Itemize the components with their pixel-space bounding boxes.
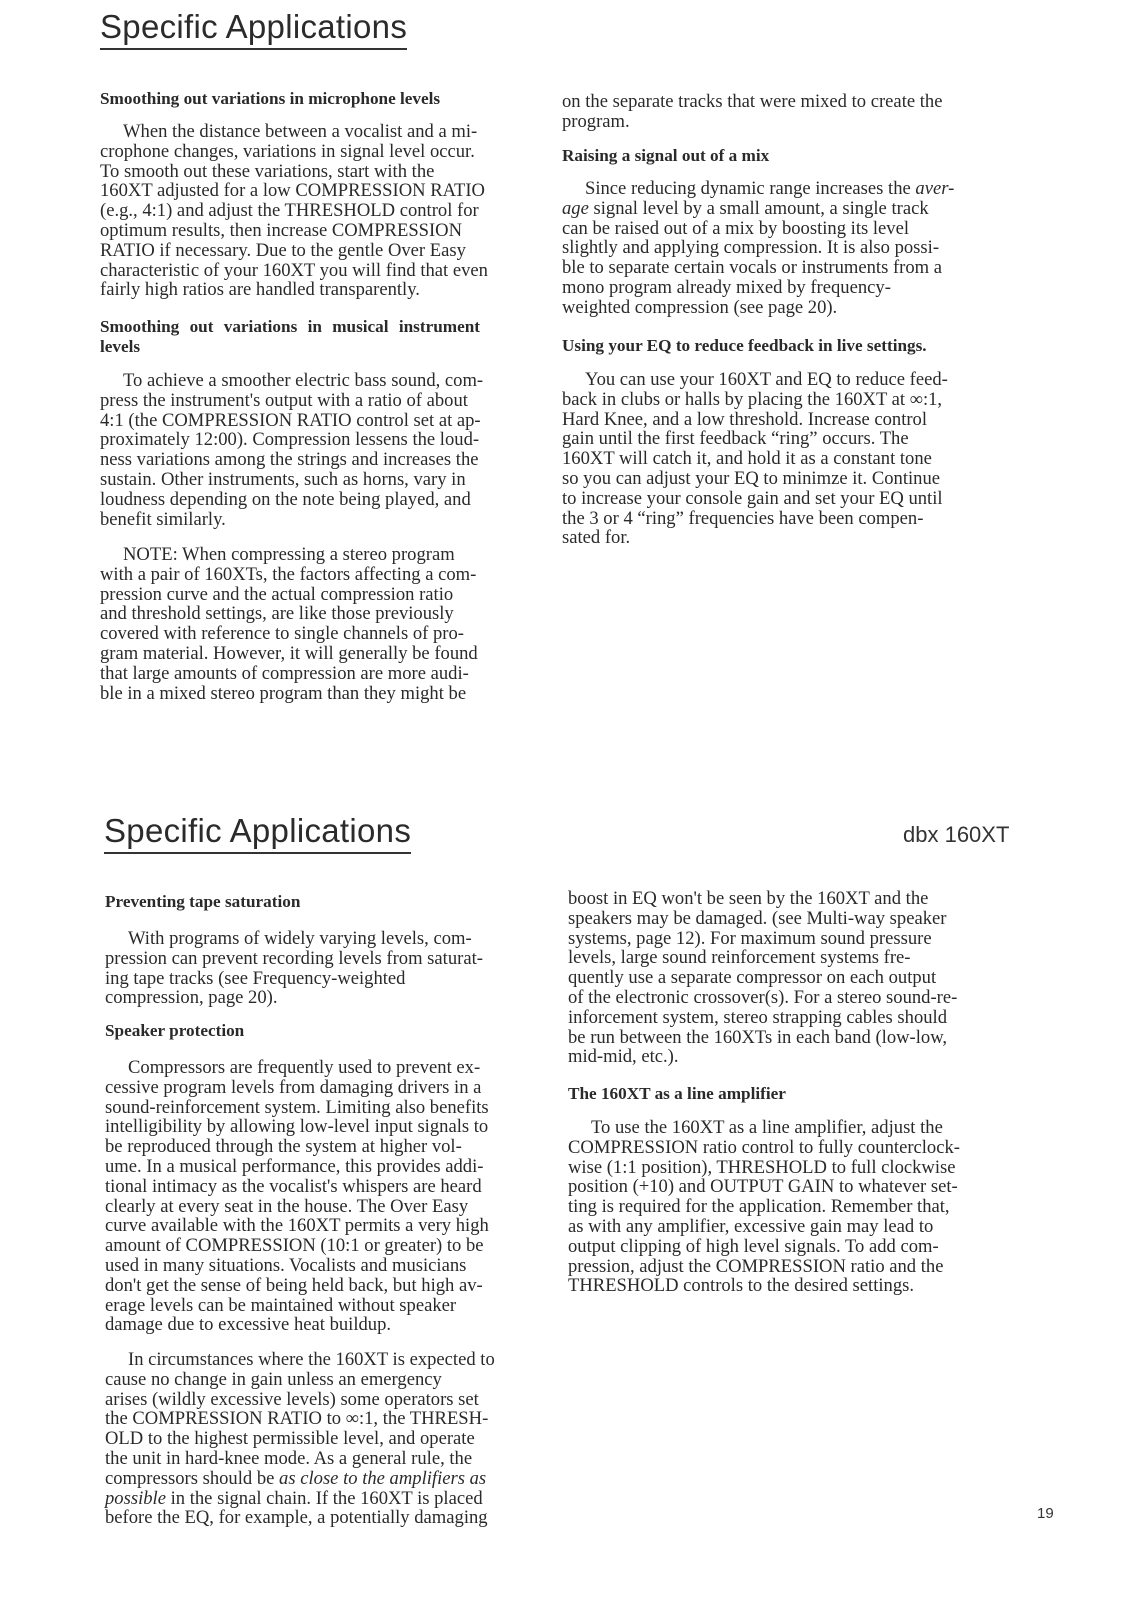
text-line	[105, 1469, 495, 1489]
text-line: and threshold settings, are like those previously	[100, 603, 454, 625]
text-line: erage levels can be maintained without speaker	[105, 1294, 457, 1316]
text-line: ing tape tracks (see Frequency-weighted	[105, 967, 406, 989]
heading-line-amp	[568, 1084, 786, 1104]
text-line: proximately 12:00). Compression lessens the loud-	[100, 429, 480, 451]
text-line: 160XT adjusted for a low COMPRESSION RATIO	[100, 180, 485, 202]
text-line: 160XT will catch it, and hold it as a constant tone	[562, 448, 932, 470]
text-line: the unit in hard-knee mode. As a general rule, the	[105, 1447, 473, 1469]
para-feedback	[562, 370, 948, 548]
italic-text: as close to the amplifiers as	[279, 1467, 487, 1489]
para-microphone	[100, 122, 488, 300]
text-line: RATIO if necessary. Due to the gentle Over Easy	[100, 239, 466, 261]
text-line: OLD to the highest permissible level, and operate	[105, 1428, 475, 1450]
text-line: THRESHOLD controls to the desired settings.	[568, 1275, 915, 1297]
text-line: curve available with the 160XT permits a very high	[105, 1215, 489, 1237]
text-line: systems, page 12). For maximum sound pressure	[568, 927, 932, 949]
text-line	[105, 1489, 495, 1509]
text-line: ting is required for the application. Remember that,	[568, 1196, 950, 1218]
text-line: optimum results, then increase COMPRESSION	[100, 219, 463, 241]
text-line: with a pair of 160XTs, the factors affecting a com-	[100, 563, 477, 585]
heading-line: Preventing tape saturation	[105, 892, 301, 911]
text-line: mid-mid, etc.).	[568, 1046, 679, 1068]
text-line: loudness depending on the note being played, and	[100, 488, 471, 510]
para-instrument	[100, 371, 483, 529]
text-line: crophone changes, variations in signal level occur.	[100, 140, 475, 162]
text-line: position (+10) and OUTPUT GAIN to whatever set-	[568, 1176, 958, 1198]
text-line: ble in a mixed stereo program than they might be	[100, 682, 467, 704]
text-line: In circumstances where the 160XT is expected to	[128, 1349, 495, 1370]
text-line: boost in EQ won't be seen by the 160XT and the	[568, 888, 929, 909]
text-line: ness variations among the strings and increases the	[100, 449, 479, 471]
text-line: ume. In a musical performance, this provides addi-	[105, 1155, 484, 1177]
para-raising	[562, 179, 954, 318]
heading-raising	[562, 146, 769, 166]
text-line: COMPRESSION ratio control to fully counterclock-	[568, 1136, 960, 1158]
text-line: can be raised out of a mix by boosting its level	[562, 217, 910, 239]
text-line: With programs of widely varying levels, com-	[128, 928, 472, 949]
text-line: benefit similarly.	[100, 508, 226, 530]
heading-line: The 160XT as a line amplifier	[568, 1084, 786, 1103]
text-line: inforcement system, stereo strapping cables should	[568, 1006, 948, 1028]
text-line: sound-reinforcement system. Limiting also benefits	[105, 1096, 489, 1118]
text-line: mono program already mixed by frequency-	[562, 276, 891, 298]
product-name: dbx 160XT	[903, 822, 1010, 847]
text-line: cause no change in gain unless an emergency	[105, 1368, 442, 1390]
page-title-top: Specific Applications	[100, 8, 407, 50]
heading-line: Smoothing out variations in microphone levels	[100, 89, 441, 108]
text-line: so you can adjust your EQ to minimze it. Continue	[562, 467, 941, 489]
text-line: 4:1 (the COMPRESSION RATIO control set at ap-	[100, 409, 481, 431]
text-line: compression, page 20).	[105, 987, 278, 1009]
text-line: used in many situations. Vocalists and musicians	[105, 1254, 467, 1276]
text-line: clearly at every seat in the house. The Over Easy	[105, 1195, 469, 1217]
text-line: characteristic of your 160XT you will find that even	[100, 259, 488, 281]
text-line: output clipping of high level signals. To add com-	[568, 1235, 939, 1257]
text-line: gain until the first feedback “ring” occurs. The	[562, 428, 909, 450]
text-line: gram material. However, it will generally be found	[100, 642, 478, 664]
text-line: of the electronic crossover(s). For a stereo sound-re-	[568, 986, 958, 1008]
para-continued	[562, 92, 942, 132]
para-tape	[105, 929, 483, 1008]
text-line: back in clubs or halls by placing the 160XT at ∞:1,	[562, 388, 943, 410]
text-line: be reproduced through the system at higher vol-	[105, 1136, 462, 1158]
text-line: tional intimacy as the vocalist's whispers are heard	[105, 1175, 482, 1197]
heading-instrument	[100, 317, 480, 357]
text-line: ble to separate certain vocals or instruments from a	[562, 257, 943, 279]
text-line: press the instrument's output with a ratio of about	[100, 389, 468, 411]
text-line: When the distance between a vocalist and a mi-	[123, 121, 478, 142]
text-segment: Since reducing dynamic range increases the	[585, 178, 916, 199]
text-line: To smooth out these variations, start with the	[100, 160, 435, 182]
heading-line: Using your EQ to reduce feedback in live settings.	[562, 336, 927, 355]
page-number: 19	[1037, 1505, 1054, 1522]
text-line: cessive program levels from damaging drivers in a	[105, 1076, 482, 1098]
text-line: don't get the sense of being held back, but high av-	[105, 1274, 483, 1296]
text-line: levels, large sound reinforcement systems fre-	[568, 947, 911, 969]
text-line: Hard Knee, and a low threshold. Increase control	[562, 408, 928, 430]
text-line: covered with reference to single channels of pro-	[100, 623, 464, 645]
text-line: amount of COMPRESSION (10:1 or greater) to be	[105, 1235, 484, 1257]
text-line: To use the 160XT as a line amplifier, adjust the	[591, 1117, 943, 1138]
italic-text: aver-	[915, 178, 955, 199]
text-line: arises (wildly excessive levels) some operators set	[105, 1388, 479, 1410]
italic-text: age	[562, 197, 589, 219]
text-line: fairly high ratios are handled transparently.	[100, 279, 420, 301]
heading-line: Smoothing out variations in musical instrument	[100, 317, 480, 336]
para-line-amp	[568, 1118, 960, 1296]
text-segment: signal level by a small amount, a single track	[588, 197, 929, 219]
text-line: to increase your console gain and set your EQ until	[562, 487, 943, 509]
text-line: pression curve and the actual compression ratio	[100, 583, 454, 605]
text-line: that large amounts of compression are more audi-	[100, 662, 469, 684]
text-line: NOTE: When compressing a stereo program	[123, 544, 455, 565]
text-line: You can use your 160XT and EQ to reduce feed-	[585, 369, 948, 390]
text-line: (e.g., 4:1) and adjust the THRESHOLD control for	[100, 200, 479, 222]
heading-line: Raising a signal out of a mix	[562, 146, 770, 165]
text-line: weighted compression (see page 20).	[562, 296, 838, 318]
text-line: the COMPRESSION RATIO to ∞:1, the THRESH-	[105, 1408, 489, 1430]
text-line: speakers may be damaged. (see Multi-way speaker	[568, 907, 947, 929]
text-line: damage due to excessive heat buildup.	[105, 1314, 392, 1336]
text-line: quently use a separate compressor on each output	[568, 967, 937, 989]
heading-microphone	[100, 89, 440, 109]
text-line: To achieve a smoother electric bass sound, com-	[123, 370, 484, 391]
para-circumstances	[105, 1350, 495, 1528]
text-line: intelligibility by allowing low-level input signals to	[105, 1116, 489, 1138]
text-line: pression, adjust the COMPRESSION ratio and the	[568, 1255, 944, 1277]
text-line: as with any amplifier, excessive gain may lead to	[568, 1215, 934, 1237]
text-line: sustain. Other instruments, such as horns, vary in	[100, 468, 466, 490]
heading-line: levels	[100, 336, 141, 356]
text-line: the 3 or 4 “ring” frequencies have been compen-	[562, 507, 924, 529]
text-line	[562, 199, 954, 219]
text-segment: compressors should be	[105, 1467, 280, 1489]
text-line: on the separate tracks that were mixed to create the	[562, 91, 943, 112]
text-line: pression can prevent recording levels from saturat-	[105, 947, 483, 969]
para-boost	[568, 889, 957, 1067]
heading-line: Speaker protection	[105, 1021, 245, 1040]
para-speaker	[105, 1058, 489, 1335]
text-line	[562, 179, 954, 199]
text-line: program.	[562, 110, 630, 132]
heading-feedback	[562, 336, 927, 356]
text-line: wise (1:1 position), THRESHOLD to full clockwise	[568, 1156, 956, 1178]
text-segment: in the signal chain. If the 160XT is placed	[165, 1487, 483, 1509]
italic-text: possible	[105, 1487, 166, 1509]
text-line: slightly and applying compression. It is also possi-	[562, 237, 940, 259]
text-line: before the EQ, for example, a potentially damaging	[105, 1507, 488, 1529]
heading-tape	[105, 892, 300, 912]
heading-speaker	[105, 1021, 244, 1041]
text-line: be run between the 160XTs in each band (low-low,	[568, 1026, 948, 1048]
page-title-bottom: Specific Applications	[104, 812, 411, 854]
text-line: Compressors are frequently used to prevent ex-	[128, 1057, 481, 1078]
para-note	[100, 545, 478, 703]
text-line: sated for.	[562, 527, 631, 549]
